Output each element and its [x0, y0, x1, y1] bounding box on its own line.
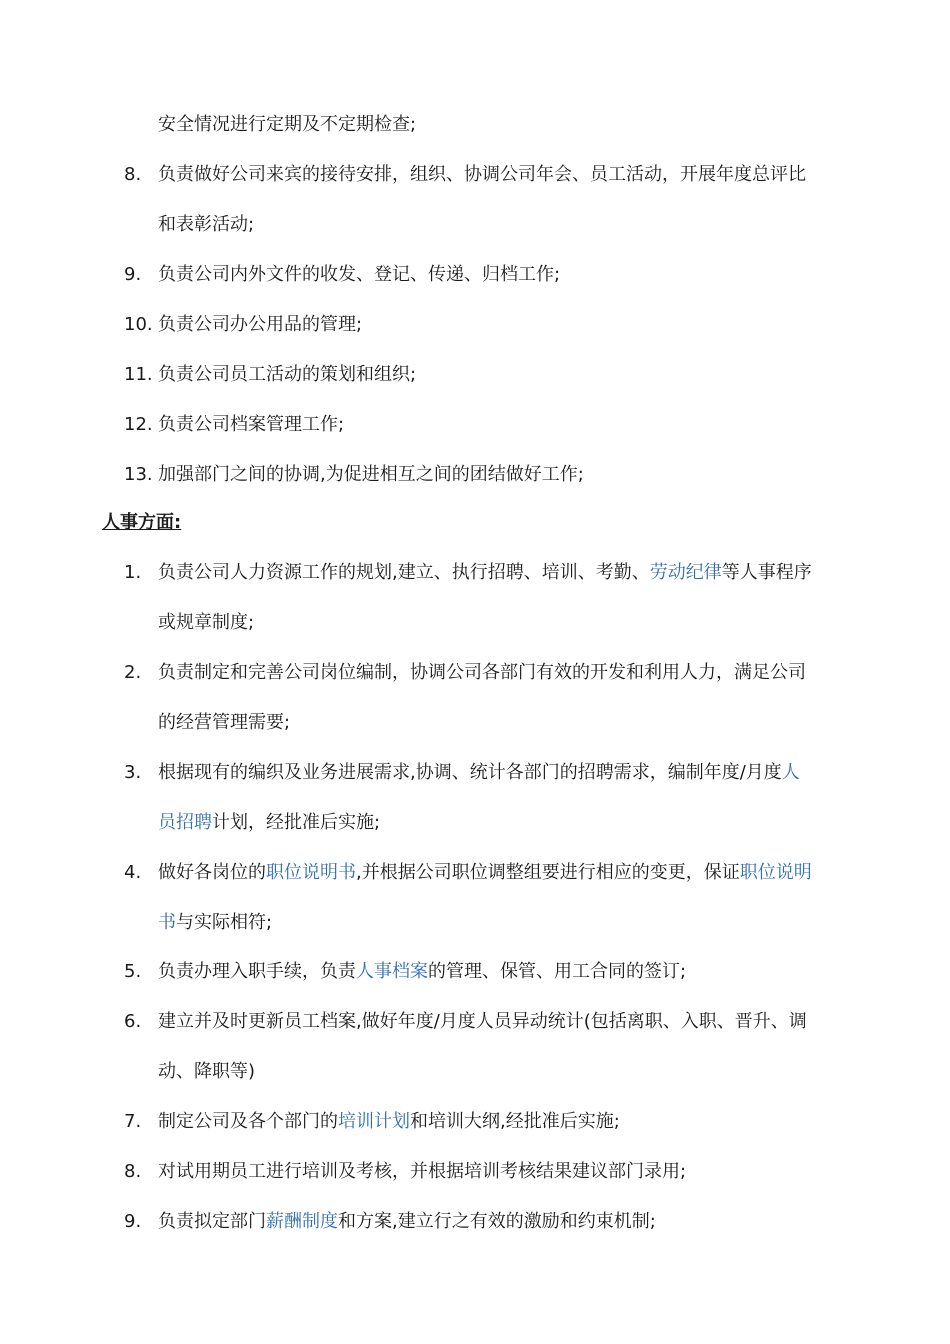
term-link[interactable]: 员招聘: [158, 812, 212, 833]
text-run: 加强部门之间的协调,为促进相互之间的团结做好工作;: [158, 464, 584, 485]
term-link[interactable]: 职位说明: [739, 862, 812, 883]
text-run: 负责公司档案管理工作;: [158, 414, 345, 435]
list-item-text: [158, 1110, 620, 1134]
list-item-text: [158, 1210, 656, 1234]
text-run: 负责公司人力资源工作的规划,建立、执行招聘、培训、考勤、: [158, 562, 650, 583]
term-link[interactable]: 薪酬制度: [266, 1211, 338, 1232]
list-item-text: [158, 263, 560, 287]
text-run: 或规章制度;: [158, 612, 255, 633]
term-link[interactable]: 职位说明书: [266, 862, 356, 883]
list-item-text: [158, 463, 584, 487]
text-run: 的经营管理需要;: [158, 712, 291, 733]
list-item-text: [158, 1160, 686, 1184]
list-item-text: [158, 1010, 807, 1034]
text-run: 和方案,建立行之有效的激励和约束机制;: [338, 1211, 656, 1232]
list-number: 9.: [124, 1211, 142, 1232]
text-run: 计划，经批准后实施;: [212, 812, 381, 833]
text-run: 负责拟定部门: [158, 1211, 266, 1232]
list-number: 3.: [124, 762, 142, 783]
term-link[interactable]: 书: [158, 912, 176, 933]
list-item-text: [158, 661, 806, 685]
list-number: 6.: [124, 1011, 142, 1032]
list-item-text: [158, 313, 362, 337]
term-link[interactable]: 人: [781, 762, 800, 783]
text-run: 制定公司及各个部门的: [158, 1111, 338, 1132]
text-run: 负责做好公司来宾的接待安排，组织、协调公司年会、员工活动，开展年度总评比: [158, 164, 806, 185]
term-link[interactable]: 培训计划: [338, 1111, 410, 1132]
list-item-text: [158, 861, 812, 885]
text-run: 对试用期员工进行培训及考核，并根据培训考核结果建议部门录用;: [158, 1161, 687, 1182]
list-item-continuation: [158, 1060, 255, 1084]
text-run: 的管理、保管、用工合同的签订;: [428, 961, 687, 982]
list-item-text: [158, 363, 416, 387]
text-run: 和表彰活动;: [158, 214, 255, 235]
list-number: 10.: [124, 314, 153, 335]
text-run: ,并根据公司职位调整组要进行相应的变更，保证: [356, 862, 740, 883]
list-number: 8.: [124, 1161, 142, 1182]
list-item-continuation: [158, 611, 254, 635]
text-run: 负责办理入职手续，负责: [158, 961, 356, 982]
list-item-text: [158, 413, 344, 437]
text-run: 等人事程序: [721, 562, 812, 583]
list-number: 2.: [124, 662, 142, 683]
list-item-text: [158, 960, 686, 984]
list-number: 9.: [124, 264, 142, 285]
text-run: 负责公司员工活动的策划和组织;: [158, 364, 417, 385]
list-item-continuation: [158, 711, 290, 735]
text-run: 安全情况进行定期及不定期检查;: [158, 114, 417, 135]
list-number: 4.: [124, 862, 142, 883]
list-number: 12.: [124, 414, 153, 435]
list-item-continuation: [158, 113, 416, 137]
list-item-text: [158, 761, 800, 785]
term-link[interactable]: 劳动纪律: [649, 562, 722, 583]
hr-section-heading: 人事方面:: [102, 512, 182, 533]
list-number: 8.: [124, 164, 142, 185]
term-link[interactable]: 人事档案: [356, 961, 428, 982]
text-run: 与实际相符;: [176, 912, 273, 933]
text-run: 负责公司办公用品的管理;: [158, 314, 363, 335]
list-item-continuation: [158, 213, 254, 237]
list-number: 7.: [124, 1111, 142, 1132]
text-run: 动、降职等): [158, 1061, 256, 1082]
list-item-continuation: [158, 811, 380, 835]
text-run: 负责制定和完善公司岗位编制，协调公司各部门有效的开发和利用人力，满足公司: [158, 662, 806, 683]
list-number: 11.: [124, 364, 153, 385]
text-run: 建立并及时更新员工档案,做好年度/月度人员异动统计(包括离职、入职、晋升、调: [158, 1011, 807, 1032]
list-number: 5.: [124, 961, 142, 982]
list-number: 1.: [124, 562, 142, 583]
list-item-text: [158, 163, 806, 187]
text-run: 负责公司内外文件的收发、登记、传递、归档工作;: [158, 264, 561, 285]
text-run: 根据现有的编织及业务进展需求,协调、统计各部门的招聘需求，编制年度/月度: [158, 762, 782, 783]
text-run: 做好各岗位的: [158, 862, 266, 883]
list-item-continuation: [158, 911, 272, 935]
list-number: 13.: [124, 464, 153, 485]
list-item-text: [158, 561, 812, 585]
text-run: 和培训大纲,经批准后实施;: [410, 1111, 620, 1132]
